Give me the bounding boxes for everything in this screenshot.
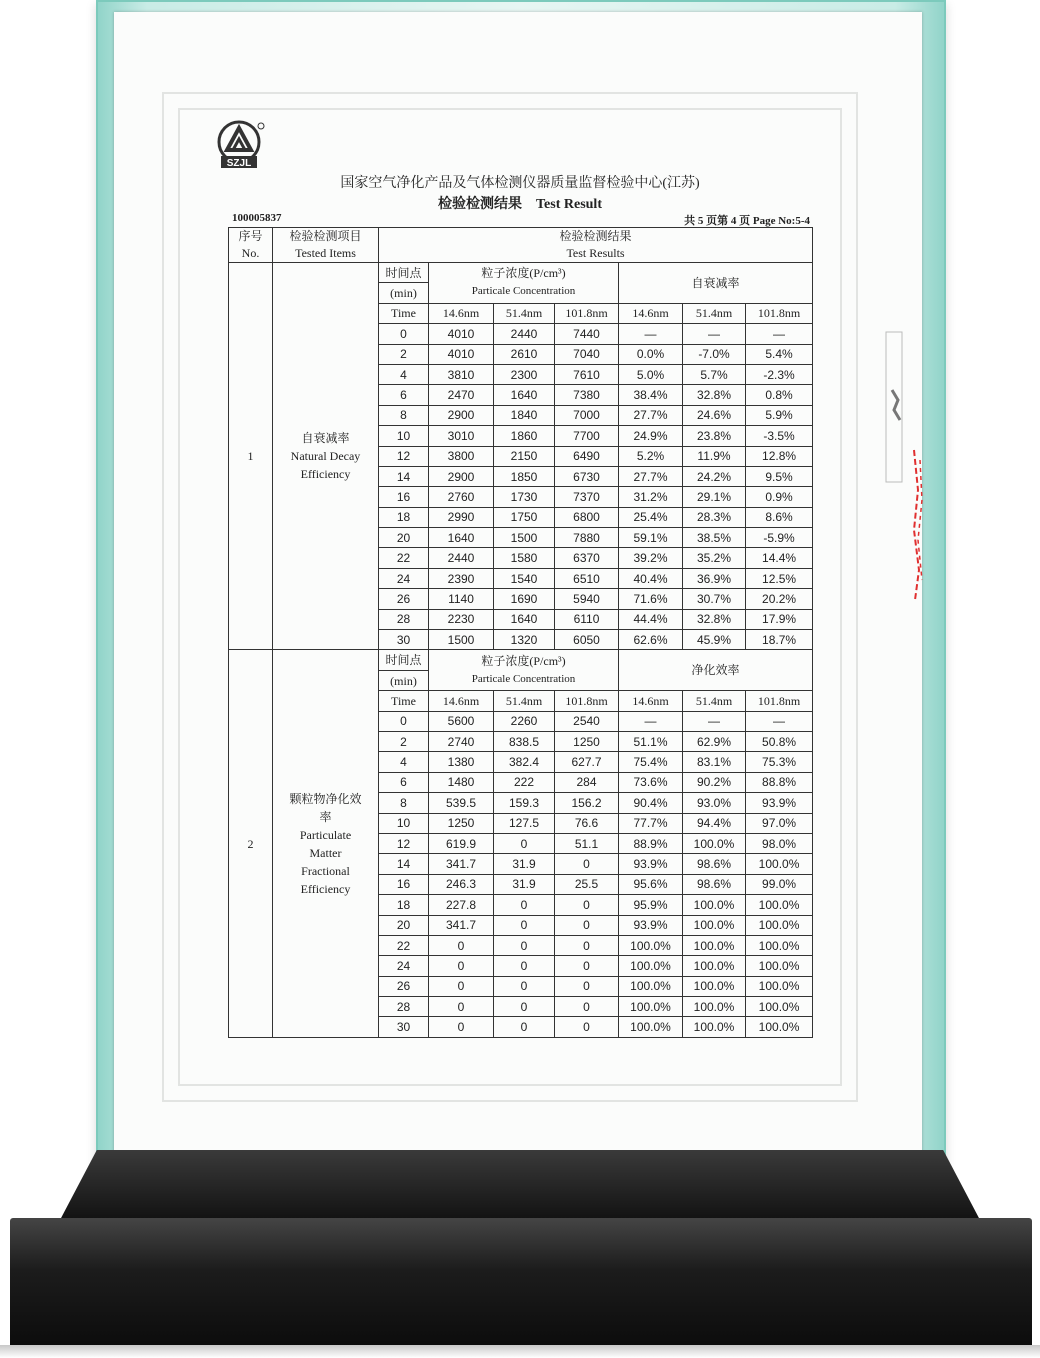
table-cell: 1840 bbox=[494, 405, 555, 425]
table-cell: 2900 bbox=[429, 466, 494, 486]
particle-size-header: 51.4nm bbox=[683, 303, 746, 323]
table-cell: 341.7 bbox=[429, 915, 494, 935]
section-item bbox=[273, 263, 379, 650]
table-cell: 1860 bbox=[494, 426, 555, 446]
table-cell: 1250 bbox=[429, 813, 494, 833]
table-cell: 95.9% bbox=[619, 895, 683, 915]
table-cell: 10 bbox=[379, 426, 429, 446]
table-cell: 1690 bbox=[494, 589, 555, 609]
section-item-line: Particulate bbox=[299, 827, 352, 842]
table-cell: 0 bbox=[429, 935, 494, 955]
table-cell: 75.4% bbox=[619, 752, 683, 772]
table-cell: 12.5% bbox=[746, 568, 813, 588]
table-cell: 100.0% bbox=[683, 935, 746, 955]
table-cell: 0 bbox=[494, 1017, 555, 1037]
table-cell: 156.2 bbox=[555, 793, 619, 813]
table-cell: 14 bbox=[379, 466, 429, 486]
table-cell: 90.2% bbox=[683, 772, 746, 792]
table-cell: 2300 bbox=[494, 364, 555, 384]
section-number: 1 bbox=[229, 263, 273, 650]
table-cell: 100.0% bbox=[619, 1017, 683, 1037]
header-item-en: Tested Items bbox=[295, 246, 356, 260]
table-cell: 18.7% bbox=[746, 630, 813, 650]
table-cell: 17.9% bbox=[746, 609, 813, 629]
table-cell: 0 bbox=[494, 956, 555, 976]
table-cell: 45.9% bbox=[683, 630, 746, 650]
table-cell: 38.5% bbox=[683, 528, 746, 548]
table-cell: 7440 bbox=[555, 324, 619, 344]
table-cell: 5.4% bbox=[746, 344, 813, 364]
particle-size-header: 51.4nm bbox=[494, 691, 555, 711]
table-cell: 6510 bbox=[555, 568, 619, 588]
table-cell: 38.4% bbox=[619, 385, 683, 405]
table-cell: 3800 bbox=[429, 446, 494, 466]
table-cell: 0 bbox=[555, 935, 619, 955]
table-cell: 12 bbox=[379, 446, 429, 466]
table-cell: 44.4% bbox=[619, 609, 683, 629]
table-cell: 619.9 bbox=[429, 833, 494, 853]
table-cell: 100.0% bbox=[746, 854, 813, 874]
table-cell: 31.9 bbox=[494, 854, 555, 874]
table-cell: 30 bbox=[379, 630, 429, 650]
table-cell: 10 bbox=[379, 813, 429, 833]
particle-size-header: 101.8nm bbox=[555, 303, 619, 323]
table-cell: -7.0% bbox=[683, 344, 746, 364]
table-cell: 1250 bbox=[555, 731, 619, 751]
table-cell: 4 bbox=[379, 364, 429, 384]
table-cell: 4010 bbox=[429, 344, 494, 364]
table-cell: 25.5 bbox=[555, 874, 619, 894]
concentration-header bbox=[429, 263, 619, 304]
table-cell: 100.0% bbox=[746, 935, 813, 955]
table-cell: 8 bbox=[379, 793, 429, 813]
table-cell: 5600 bbox=[429, 711, 494, 731]
table-cell: -3.5% bbox=[746, 426, 813, 446]
table-cell: 1730 bbox=[494, 487, 555, 507]
table-cell: 127.5 bbox=[494, 813, 555, 833]
table-cell: 2 bbox=[379, 731, 429, 751]
rate-header: 净化效率 bbox=[619, 650, 813, 691]
plaque-base-top bbox=[60, 1150, 980, 1220]
table-cell: 0 bbox=[494, 997, 555, 1017]
table-cell: 14 bbox=[379, 854, 429, 874]
header-item-cn: 检验检测项目 bbox=[289, 229, 362, 243]
table-cell: 5.0% bbox=[619, 364, 683, 384]
table-cell: 1500 bbox=[494, 528, 555, 548]
table-cell: 0 bbox=[429, 997, 494, 1017]
table-cell: 2 bbox=[379, 344, 429, 364]
table-cell: 1580 bbox=[494, 548, 555, 568]
table-cell: 2990 bbox=[429, 507, 494, 527]
table-body bbox=[229, 228, 813, 1038]
table-cell: 100.0% bbox=[683, 895, 746, 915]
table-cell: 1640 bbox=[494, 609, 555, 629]
particle-size-header: 101.8nm bbox=[746, 303, 813, 323]
table-cell: 100.0% bbox=[619, 976, 683, 996]
table-cell: 88.8% bbox=[746, 772, 813, 792]
table-cell: 2540 bbox=[555, 711, 619, 731]
table-cell: 6370 bbox=[555, 548, 619, 568]
particle-size-header: 101.8nm bbox=[555, 691, 619, 711]
table-cell: 8 bbox=[379, 405, 429, 425]
table-cell: 2440 bbox=[429, 548, 494, 568]
table-cell: — bbox=[619, 324, 683, 344]
table-cell: 1540 bbox=[494, 568, 555, 588]
time-label-en: Time bbox=[379, 303, 429, 323]
table-cell: 2230 bbox=[429, 609, 494, 629]
page-title bbox=[228, 193, 812, 213]
table-cell: 0 bbox=[494, 915, 555, 935]
table-cell: 2760 bbox=[429, 487, 494, 507]
table-cell: 0 bbox=[555, 997, 619, 1017]
table-cell: 50.8% bbox=[746, 731, 813, 751]
table-cell: 1480 bbox=[429, 772, 494, 792]
table-cell: 222 bbox=[494, 772, 555, 792]
table-cell: 7880 bbox=[555, 528, 619, 548]
table-cell: 100.0% bbox=[746, 956, 813, 976]
table-cell: 1640 bbox=[494, 385, 555, 405]
table-cell: 100.0% bbox=[683, 915, 746, 935]
table-cell: 24.6% bbox=[683, 405, 746, 425]
header-results bbox=[379, 228, 813, 263]
table-cell: 6110 bbox=[555, 609, 619, 629]
table-cell: 2900 bbox=[429, 405, 494, 425]
table-cell: 1500 bbox=[429, 630, 494, 650]
table-cell: 100.0% bbox=[746, 1017, 813, 1037]
table-cell: 24 bbox=[379, 956, 429, 976]
table-cell: 26 bbox=[379, 589, 429, 609]
table-cell: 1380 bbox=[429, 752, 494, 772]
table-cell: 2440 bbox=[494, 324, 555, 344]
table-cell: 0 bbox=[555, 854, 619, 874]
table-cell: 88.9% bbox=[619, 833, 683, 853]
table-cell: 539.5 bbox=[429, 793, 494, 813]
table-cell: 284 bbox=[555, 772, 619, 792]
particle-size-header: 14.6nm bbox=[619, 691, 683, 711]
table-cell: 1850 bbox=[494, 466, 555, 486]
table-cell: 2470 bbox=[429, 385, 494, 405]
table-cell: 93.9% bbox=[619, 854, 683, 874]
particle-size-header: 51.4nm bbox=[494, 303, 555, 323]
table-cell: 35.2% bbox=[683, 548, 746, 568]
table-cell: 18 bbox=[379, 895, 429, 915]
table-cell: 24.9% bbox=[619, 426, 683, 446]
table-cell: 28 bbox=[379, 609, 429, 629]
table-cell: 73.6% bbox=[619, 772, 683, 792]
time-unit: (min) bbox=[379, 670, 429, 690]
table-cell: -5.9% bbox=[746, 528, 813, 548]
organization-name: 国家空气净化产品及气体检测仪器质量监督检验中心(江苏) bbox=[340, 176, 700, 191]
table-cell: 25.4% bbox=[619, 507, 683, 527]
page-number: 共 5 页第 4 页 Page No:5-4 bbox=[684, 215, 810, 227]
table-cell: 100.0% bbox=[746, 895, 813, 915]
table-cell: 1140 bbox=[429, 589, 494, 609]
table-cell: -2.3% bbox=[746, 364, 813, 384]
section-number: 2 bbox=[229, 650, 273, 1037]
plaque-base-shadow bbox=[0, 1345, 1040, 1358]
table-cell: 7370 bbox=[555, 487, 619, 507]
table-cell: 62.6% bbox=[619, 630, 683, 650]
table-cell: 0 bbox=[555, 956, 619, 976]
table-cell: 39.2% bbox=[619, 548, 683, 568]
table-cell: 28 bbox=[379, 997, 429, 1017]
particle-size-header: 101.8nm bbox=[746, 691, 813, 711]
header-results-cn: 检验检测结果 bbox=[559, 229, 632, 243]
concentration-header bbox=[429, 650, 619, 691]
table-cell: 71.6% bbox=[619, 589, 683, 609]
table-cell: 0 bbox=[555, 895, 619, 915]
table-cell: 100.0% bbox=[746, 997, 813, 1017]
table-cell: 0 bbox=[379, 711, 429, 731]
table-cell: 62.9% bbox=[683, 731, 746, 751]
table-cell: 341.7 bbox=[429, 854, 494, 874]
test-result-table bbox=[228, 227, 813, 1038]
table-cell: 0 bbox=[555, 976, 619, 996]
table-cell: 51.1 bbox=[555, 833, 619, 853]
table-cell: 100.0% bbox=[619, 997, 683, 1017]
table-cell: 7700 bbox=[555, 426, 619, 446]
table-cell: 100.0% bbox=[619, 956, 683, 976]
table-cell: 0 bbox=[429, 956, 494, 976]
table-cell: 5.7% bbox=[683, 364, 746, 384]
section-subheader-row bbox=[229, 650, 813, 670]
table-cell: 100.0% bbox=[683, 976, 746, 996]
header-no bbox=[229, 228, 273, 263]
table-cell: 100.0% bbox=[683, 1017, 746, 1037]
concentration-header-cn: 粒子浓度(P/cm³) bbox=[481, 266, 566, 281]
szjl-logo-icon bbox=[213, 120, 271, 172]
section-item bbox=[273, 650, 379, 1037]
table-cell: 93.9% bbox=[746, 793, 813, 813]
table-cell: 6 bbox=[379, 772, 429, 792]
time-label-cn: 时间点 bbox=[379, 263, 429, 283]
page-title-cn: 检验检测结果 bbox=[438, 197, 522, 212]
table-cell: 76.6 bbox=[555, 813, 619, 833]
table-cell: 6 bbox=[379, 385, 429, 405]
table-cell: 90.4% bbox=[619, 793, 683, 813]
table-cell: 93.0% bbox=[683, 793, 746, 813]
table-cell: 7380 bbox=[555, 385, 619, 405]
section-item-line: 自衰减率 bbox=[301, 431, 350, 446]
table-cell: 24.2% bbox=[683, 466, 746, 486]
table-cell: 97.0% bbox=[746, 813, 813, 833]
time-label-en: Time bbox=[379, 691, 429, 711]
table-cell: 100.0% bbox=[619, 935, 683, 955]
table-cell: 2260 bbox=[494, 711, 555, 731]
table-cell: 98.6% bbox=[683, 854, 746, 874]
table-cell: 2740 bbox=[429, 731, 494, 751]
table-cell: 6730 bbox=[555, 466, 619, 486]
table-cell: 0.9% bbox=[746, 487, 813, 507]
table-cell: — bbox=[746, 711, 813, 731]
section-item-line: Matter bbox=[309, 845, 342, 860]
table-cell: 20 bbox=[379, 528, 429, 548]
table-cell: 0 bbox=[555, 915, 619, 935]
table-cell: 20.2% bbox=[746, 589, 813, 609]
table-cell: 6050 bbox=[555, 630, 619, 650]
table-cell: 83.1% bbox=[683, 752, 746, 772]
table-cell: 98.6% bbox=[683, 874, 746, 894]
page-title-en: Test Result bbox=[536, 197, 602, 212]
plaque-base-front bbox=[10, 1218, 1032, 1348]
particle-size-header: 14.6nm bbox=[429, 303, 494, 323]
table-cell: 59.1% bbox=[619, 528, 683, 548]
table-cell: 4 bbox=[379, 752, 429, 772]
table-cell: — bbox=[683, 324, 746, 344]
table-cell: 9.5% bbox=[746, 466, 813, 486]
particle-size-header: 14.6nm bbox=[619, 303, 683, 323]
section-item-line: Natural Decay bbox=[290, 449, 361, 464]
section-item-line: Efficiency bbox=[300, 881, 351, 896]
table-cell: — bbox=[746, 324, 813, 344]
table-cell: 227.8 bbox=[429, 895, 494, 915]
table-cell: 27.7% bbox=[619, 466, 683, 486]
table-cell: 6490 bbox=[555, 446, 619, 466]
table-cell: 16 bbox=[379, 874, 429, 894]
section-item-line: 颗粒物净化效 bbox=[289, 791, 362, 806]
table-cell: 24 bbox=[379, 568, 429, 588]
table-cell: 20 bbox=[379, 915, 429, 935]
table-cell: 0 bbox=[494, 976, 555, 996]
particle-size-header: 14.6nm bbox=[429, 691, 494, 711]
table-cell: 2390 bbox=[429, 568, 494, 588]
table-cell: 31.2% bbox=[619, 487, 683, 507]
table-cell: 0 bbox=[429, 976, 494, 996]
table-cell: 0 bbox=[494, 833, 555, 853]
table-cell: 77.7% bbox=[619, 813, 683, 833]
time-label-cn: 时间点 bbox=[379, 650, 429, 670]
table-cell: — bbox=[619, 711, 683, 731]
table-cell: 2150 bbox=[494, 446, 555, 466]
table-cell: 7610 bbox=[555, 364, 619, 384]
header-no-cn: 序号 bbox=[238, 229, 263, 243]
table-cell: 22 bbox=[379, 548, 429, 568]
table-cell: 1320 bbox=[494, 630, 555, 650]
concentration-header-en: Particale Concentration bbox=[471, 285, 576, 298]
table-cell: 28.3% bbox=[683, 507, 746, 527]
table-cell: 0 bbox=[379, 324, 429, 344]
table-cell: 98.0% bbox=[746, 833, 813, 853]
table-cell: 31.9 bbox=[494, 874, 555, 894]
table-cell: 627.7 bbox=[555, 752, 619, 772]
table-cell: 1750 bbox=[494, 507, 555, 527]
report-number: 100005837 bbox=[232, 212, 282, 224]
table-cell: 93.9% bbox=[619, 915, 683, 935]
table-cell: 0 bbox=[429, 1017, 494, 1037]
concentration-header-en: Particale Concentration bbox=[471, 672, 576, 685]
particle-size-header: 51.4nm bbox=[683, 691, 746, 711]
table-cell: 7000 bbox=[555, 405, 619, 425]
table-cell: 100.0% bbox=[746, 915, 813, 935]
table-cell: 3010 bbox=[429, 426, 494, 446]
table-cell: 23.8% bbox=[683, 426, 746, 446]
rate-header: 自衰减率 bbox=[619, 263, 813, 304]
table-cell: 100.0% bbox=[746, 976, 813, 996]
time-unit: (min) bbox=[379, 283, 429, 303]
table-cell: 3810 bbox=[429, 364, 494, 384]
table-cell: 5.9% bbox=[746, 405, 813, 425]
red-seal-stamp-icon bbox=[884, 330, 924, 610]
table-cell: 51.1% bbox=[619, 731, 683, 751]
table-cell: 99.0% bbox=[746, 874, 813, 894]
table-cell: 159.3 bbox=[494, 793, 555, 813]
table-cell: 32.8% bbox=[683, 385, 746, 405]
section-item-line: Efficiency bbox=[300, 467, 351, 482]
table-cell: 18 bbox=[379, 507, 429, 527]
section-item-line: Fractional bbox=[301, 863, 350, 878]
table-cell: 1640 bbox=[429, 528, 494, 548]
table-cell: 0 bbox=[494, 935, 555, 955]
table-cell: 8.6% bbox=[746, 507, 813, 527]
header-no-en: No. bbox=[241, 246, 260, 260]
table-cell: 100.0% bbox=[683, 997, 746, 1017]
table-cell: 12 bbox=[379, 833, 429, 853]
table-cell: 0 bbox=[494, 895, 555, 915]
table-cell: 100.0% bbox=[683, 956, 746, 976]
table-cell: 2610 bbox=[494, 344, 555, 364]
table-header-row bbox=[229, 228, 813, 263]
header-item bbox=[273, 228, 379, 263]
table-cell: 26 bbox=[379, 976, 429, 996]
table-cell: 36.9% bbox=[683, 568, 746, 588]
table-cell: 30 bbox=[379, 1017, 429, 1037]
section-subheader-row bbox=[229, 263, 813, 283]
table-cell: 6800 bbox=[555, 507, 619, 527]
table-cell: 246.3 bbox=[429, 874, 494, 894]
table-cell: 30.7% bbox=[683, 589, 746, 609]
table-cell: 11.9% bbox=[683, 446, 746, 466]
table-cell: — bbox=[683, 711, 746, 731]
table-cell: 0.0% bbox=[619, 344, 683, 364]
table-cell: 94.4% bbox=[683, 813, 746, 833]
table-cell: 0 bbox=[555, 1017, 619, 1037]
table-cell: 12.8% bbox=[746, 446, 813, 466]
table-cell: 40.4% bbox=[619, 568, 683, 588]
table-cell: 27.7% bbox=[619, 405, 683, 425]
table-cell: 95.6% bbox=[619, 874, 683, 894]
table-cell: 75.3% bbox=[746, 752, 813, 772]
table-cell: 29.1% bbox=[683, 487, 746, 507]
table-cell: 22 bbox=[379, 935, 429, 955]
table-cell: 0.8% bbox=[746, 385, 813, 405]
table-cell: 32.8% bbox=[683, 609, 746, 629]
header-results-en: Test Results bbox=[566, 246, 625, 260]
logo-text: SZJL bbox=[226, 158, 252, 169]
table-cell: 16 bbox=[379, 487, 429, 507]
table-cell: 382.4 bbox=[494, 752, 555, 772]
section-item-line: 率 bbox=[319, 809, 332, 824]
table-cell: 4010 bbox=[429, 324, 494, 344]
table-cell: 5940 bbox=[555, 589, 619, 609]
table-cell: 14.4% bbox=[746, 548, 813, 568]
concentration-header-cn: 粒子浓度(P/cm³) bbox=[481, 653, 566, 668]
table-cell: 7040 bbox=[555, 344, 619, 364]
table-cell: 838.5 bbox=[494, 731, 555, 751]
table-cell: 100.0% bbox=[683, 833, 746, 853]
table-cell: 5.2% bbox=[619, 446, 683, 466]
